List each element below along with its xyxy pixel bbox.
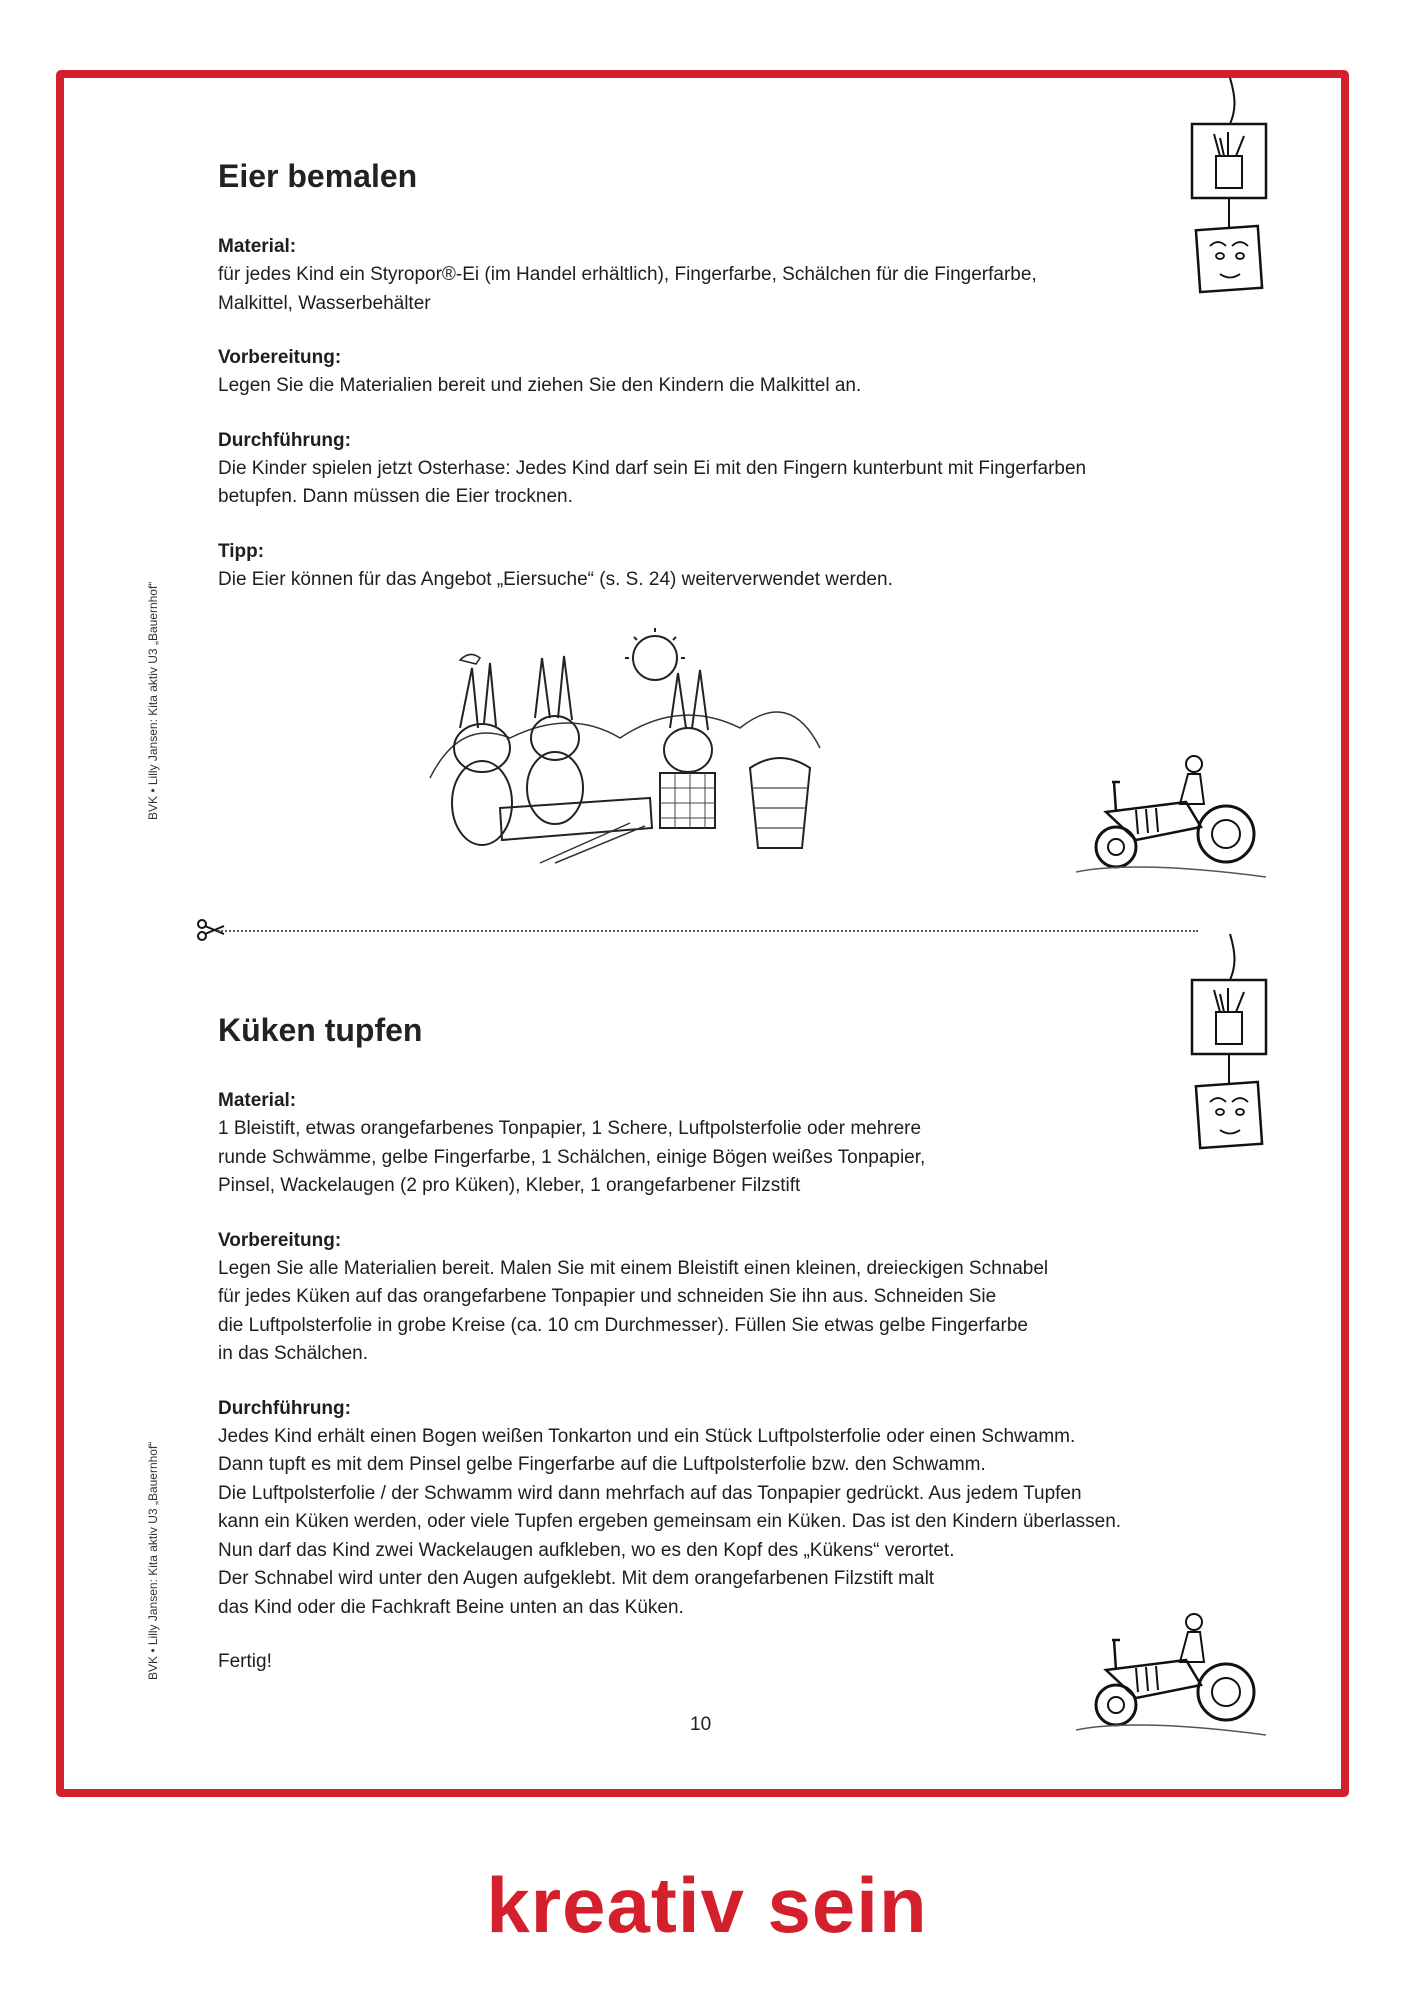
text-line: Die Eier können für das Angebot „Eiersuche“ (s. S. 24) weiterverwendet werden. [218,568,893,590]
side-credit-bottom: BVK • Lilly Jansen: Kita aktiv U3 „Bauernhof“ [146,1441,160,1680]
preparation-label: Vorbereitung: [218,347,342,368]
execution-label: Durchführung: [218,429,351,451]
text-line: Malkittel, Wasserbehälter [218,292,431,314]
material-label: Material: [218,236,297,257]
tip-block [218,538,1208,595]
section-eier-bemalen [218,158,1208,620]
execution-block [218,427,1208,512]
execution-label: Durchführung: [218,1397,351,1419]
execution-block [218,1395,1208,1623]
text-line: Die Kinder spielen jetzt Osterhase: Jedes Kind darf sein Ei mit den Fingern kunterbunt mit Fingerfarben [218,457,1087,479]
brand-text: kreativ sein [486,1861,928,1949]
preparation-block [218,344,1208,401]
text-line: kann ein Küken werden, oder viele Tupfen ergeben gemeinsam ein Küken. Das ist den Kindern überlassen. [218,1511,1122,1532]
material-block [218,233,1208,318]
preparation-block [218,1227,1208,1369]
text-line: Der Schnabel wird unter den Augen aufgeklebt. Mit dem orangefarbenen Filzstift malt [218,1568,935,1589]
preparation-label: Vorbereitung: [218,1229,342,1251]
section-title: Küken tupfen [218,1012,423,1048]
tractor-illustration [1076,752,1266,892]
text-line: für jedes Küken auf das orangefarbene Tonpapier und schneiden Sie ihn aus. Schneiden Sie [218,1286,997,1307]
cut-line [218,930,1198,932]
text-line: Die Luftpolsterfolie / der Schwamm wird dann mehrfach auf das Tonpapier gedrückt. Aus jedem Tupfen [218,1482,1082,1504]
text-line: die Luftpolsterfolie in grobe Kreise (ca. 10 cm Durchmesser). Füllen Sie etwas gelbe Fingerfarbe [218,1314,1028,1336]
material-label: Material: [218,1090,297,1111]
text-line: Jedes Kind erhält einen Bogen weißen Tonkarton und ein Stück Luftpolsterfolie oder einen Schwamm. [218,1425,1076,1447]
section-title: Eier bemalen [218,158,418,194]
text-line: Dann tupft es mit dem Pinsel gelbe Fingerfarbe auf die Luftpolsterfolie bzw. den Schwamm. [218,1454,986,1475]
tractor-illustration [1076,1610,1266,1750]
text-line: betupfen. Dann müssen die Eier trocknen. [218,486,573,507]
text-line: 1 Bleistift, etwas orangefarbenes Tonpapier, 1 Schere, Luftpolsterfolie oder mehrere [218,1118,922,1139]
child-face-icon [1196,226,1262,292]
text-line: Nun darf das Kind zwei Wackelaugen aufkleben, wo es den Kopf des „Kükens“ verortet. [218,1539,955,1561]
easter-bunnies-illustration [420,628,830,868]
text-line: Legen Sie die Materialien bereit und ziehen Sie den Kindern die Malkittel an. [218,375,862,396]
text-line: Pinsel, Wackelaugen (2 pro Küken), Kleber, 1 orangefarbener Filzstift [218,1175,801,1196]
paint-brushes-icon [1192,124,1266,198]
tip-label: Tipp: [218,540,265,562]
text-line: in das Schälchen. [218,1343,368,1364]
finish-text: Fertig! [218,1651,272,1672]
text-line: Legen Sie alle Materialien bereit. Malen Sie mit einem Bleistift einen kleinen, dreieckigen Schnabel [218,1257,1049,1279]
material-block [218,1087,1208,1201]
text-line: das Kind oder die Fachkraft Beine unten an das Küken. [218,1596,684,1618]
section-kueken-tupfen [218,1012,1208,1677]
page-number: 10 [690,1714,712,1735]
side-credit-top: BVK • Lilly Jansen: Kita aktiv U3 „Bauernhof“ [146,581,160,820]
activity-icons-top [1180,78,1270,300]
text-line: für jedes Kind ein Styropor®-Ei (im Handel erhältlich), Fingerfarbe, Schälchen für die Fingerfarbe, [218,264,1037,285]
text-line: runde Schwämme, gelbe Fingerfarbe, 1 Schälchen, einige Bögen weißes Tonpapier, [218,1146,926,1168]
